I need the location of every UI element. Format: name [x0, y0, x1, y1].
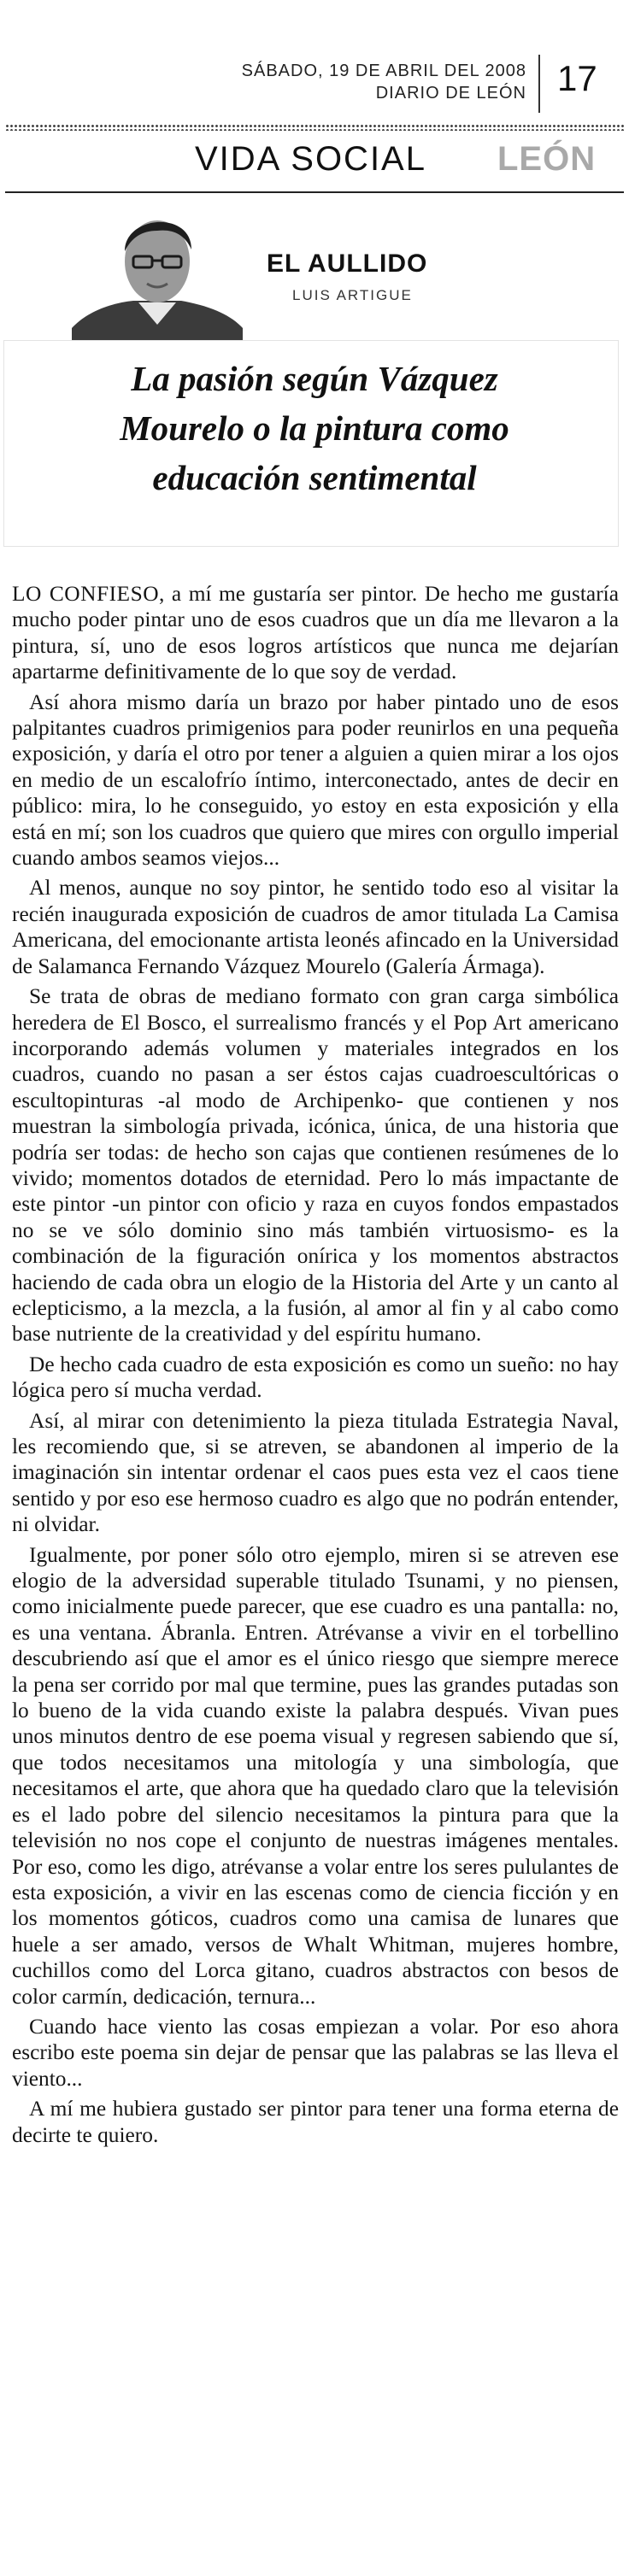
column-name: EL AULLIDO — [267, 249, 428, 278]
author-portrait — [72, 200, 243, 347]
paragraph-1-text: , a mí me gustaría ser pintor. De hecho me gustaría mucho poder pintar uno de esos cuadros que un día me llevaron a la pintura, sí, uno de esos logros artísticos que nunca me dejarían apartarme definitivamente de lo que soy de verdad. — [12, 582, 619, 684]
paragraph-3: Al menos, aunque no soy pintor, he sentido todo eso al visitar la recién inaugurada exposición de cuadros de amor titulada La Camisa Americana, del emocionante artista leonés afincado en la Universidad de Salamanca Fernando Vázquez Mourelo (Galería Ármaga). — [12, 876, 619, 978]
article-body — [12, 581, 619, 2152]
paragraph-9: A mí me hubiera gustado ser pintor para tener una forma eterna de decirte te quiero. — [12, 2097, 619, 2147]
paragraph-5: De hecho cada cuadro de esta exposición es como un sueño: no hay lógica pero sí mucha verdad. — [12, 1352, 619, 1403]
column-author: LUIS ARTIGUE — [292, 287, 413, 303]
masthead — [0, 0, 629, 126]
section-region: LEÓN — [497, 140, 597, 178]
paragraph-1 — [12, 581, 619, 685]
headline-line-3: educación sentimental — [152, 458, 477, 497]
headline-line-2: Mourelo o la pintura como — [120, 408, 509, 448]
section-title: VIDA SOCIAL — [195, 140, 426, 178]
paragraph-6: Así, al mirar con detenimiento la pieza titulada Estrategia Naval, les recomiendo que, si se atreven, se abandonen al imperio de la imaginación sin intentar ordenar el caos pues esta vez el caos tiene sentido y por eso ese hermoso cuadro es algo que no podrán entender, ni olvidar. — [12, 1408, 619, 1537]
newspaper-name: DIARIO DE LEÓN — [375, 84, 526, 103]
dotted-rule — [5, 124, 624, 131]
paragraph-2: Así ahora mismo daría un brazo por haber pintado uno de esos palpitantes cuadros primigenios para poder reunirlos en una pequeña exposición, y daría el otro por tener a alguien a quien mirar a los ojos en medio de un escalofrío íntimo, interconectado, antes de decir en público: mira, lo he conseguido, yo estoy en esta exposición y ella está en mí; son los cuadros que quiero que mires con orgullo imperial cuando ambos seamos viejos... — [12, 689, 619, 871]
paragraph-8: Cuando hace viento las cosas empiezan a volar. Por eso ahora escribo este poema sin dejar de pensar que las palabras se las lleva el viento... — [12, 2014, 619, 2091]
date-block — [242, 60, 526, 104]
headline — [0, 354, 629, 502]
issue-date: SÁBADO, 19 DE ABRIL DEL 2008 — [241, 62, 526, 80]
masthead-divider — [538, 55, 540, 113]
lead-caps: LO CONFIESO — [12, 582, 160, 606]
page-number: 17 — [557, 58, 597, 98]
paragraph-7: Igualmente, por poner sólo otro ejemplo, miren si se atreven ese elogio de la adversidad superable titulado Tsunami, y no piensen, como inicialmente puede parecer, que ese cuadro es una pantalla: no, es una ventana. Ábranla. Entren. Atrévanse a vivir en el torbellino descubriendo así que el amor es el único riesgo que siempre merece la pena ser corrido por mal que termine, pues las grandes putadas son lo bueno de la vida cuando existe la palabra después. Vivan pues unos minutos dentro de ese poema visual y regresen sabiendo que sí, que todos necesitamos una mitología y una simbología, que necesitamos el arte, que ahora que ha quedado claro que la televisión es el lado pobre del silencio necesitamos la pintura para que la televisión no nos cope el conjunto de nuestras imágenes mentales. Por eso, como les digo, atrévanse a volar entre los seres pululantes de esta exposición, a vivir en las escenas como de ciencia ficción y en los momentos góticos, cuadros como una camisa de lunares que huele a ser amado, versos de Whalt Whitman, mujeres hombre, cuchillos como del Lorca gitano, cuadros abstractos con besos de color carmín, dedicación, ternura... — [12, 1542, 619, 2009]
headline-line-1: La pasión según Vázquez — [131, 359, 498, 398]
paragraph-4: Se trata de obras de mediano formato con gran carga simbólica heredera de El Bosco, el surrealismo francés y el Pop Art americano incorporando además volumen y materiales integrados en los cuadros, cuando no pasan a ser éstos cajas cuadroescultóricas o escultopinturas -al modo de Archipenko- que contienen y nos muestran la simbología privada, icónica, única, de una historia que podría ser todas: de hecho son cajas que contienen resúmenes de lo vivido; momentos dotados de eternidad. Pero lo más impactante de este pintor -un pintor con oficio y raza en cuyos fondos empastados no se ve sólo dominio sino más también virtuosismo- es la combinación de la figuración onírica y los momentos abstractos haciendo de cada obra un elogio de la Historia del Arte y un canto al eclepticismo, a la mezcla, a la fusión, al amor al fin y al cabo como base nutriente de la creatividad y del espíritu humano. — [12, 984, 619, 1347]
section-rule — [5, 191, 624, 193]
